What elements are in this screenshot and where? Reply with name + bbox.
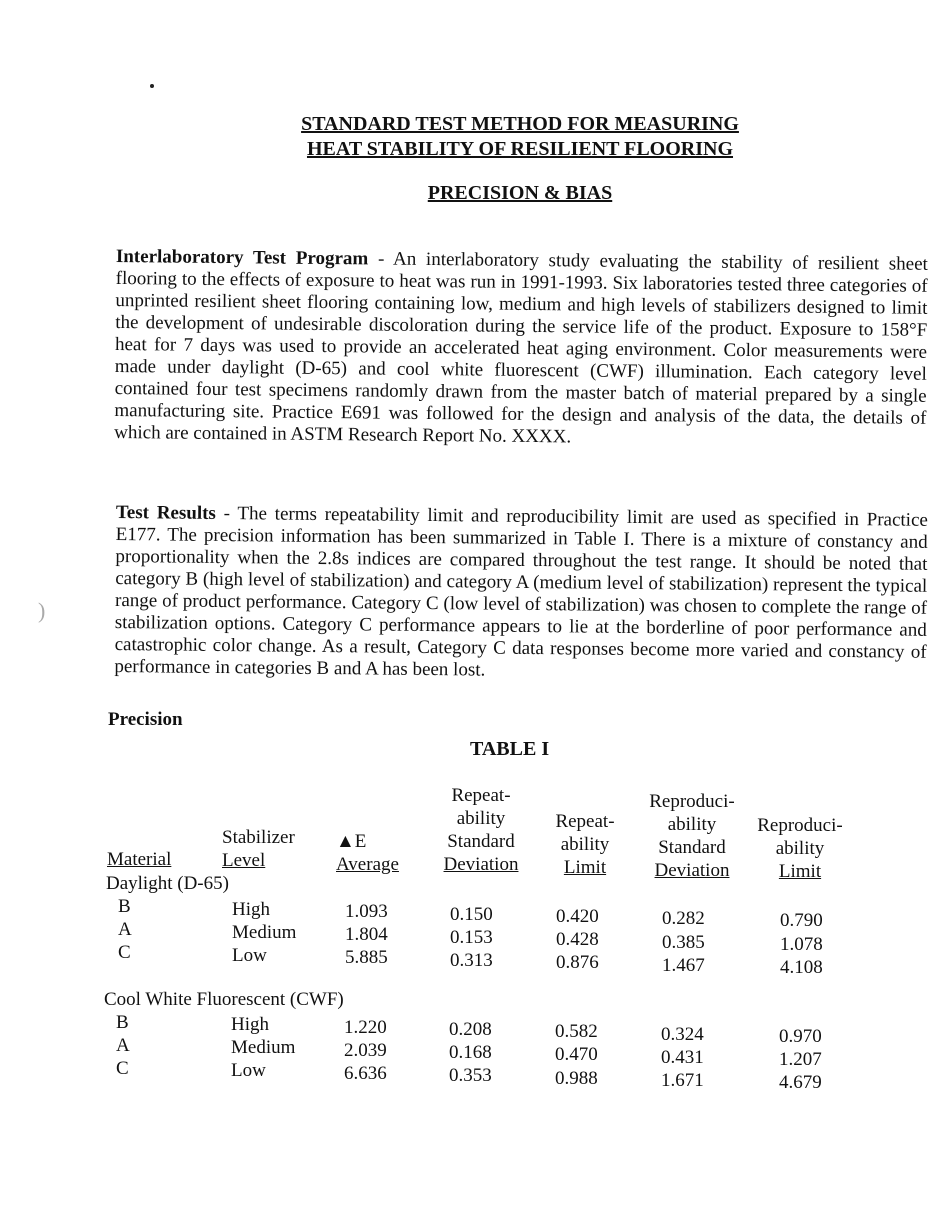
- cell-level: Low: [232, 945, 267, 966]
- cell-repeat-limit: 0.428: [556, 929, 599, 950]
- cell-repeat-limit: 0.582: [555, 1021, 598, 1042]
- scan-edge-mark: ): [38, 598, 46, 623]
- header-repeatability-limit: Repeat- ability Limit: [555, 811, 615, 878]
- header-reproducibility-sd: Reproduci- ability Standard Deviation: [649, 791, 735, 881]
- cell-level: Medium: [232, 922, 297, 943]
- cell-delta-e: 1.804: [345, 924, 388, 945]
- cell-level: Low: [231, 1060, 266, 1081]
- table-title: TABLE I: [470, 738, 550, 760]
- cell-repeat-limit: 0.988: [555, 1068, 598, 1089]
- cell-reprod-limit: 1.078: [780, 934, 823, 955]
- cell-material: C: [118, 942, 131, 963]
- cell-reprod-sd: 0.324: [661, 1024, 704, 1045]
- cell-reprod-sd: 0.431: [661, 1047, 704, 1068]
- cell-material: A: [116, 1035, 130, 1056]
- cell-reprod-limit: 4.108: [780, 957, 823, 978]
- cell-material: A: [118, 919, 132, 940]
- cell-material: C: [116, 1058, 129, 1079]
- title-line-1: STANDARD TEST METHOD FOR MEASURING: [301, 113, 739, 135]
- cell-repeat-sd: 0.208: [449, 1019, 492, 1040]
- header-reproducibility-limit: Reproduci- ability Limit: [757, 815, 843, 882]
- paragraph-interlaboratory: [114, 246, 928, 452]
- paragraph-heading: Interlaboratory Test Program: [115, 246, 369, 270]
- title-line-2: HEAT STABILITY OF RESILIENT FLOORING: [306, 138, 734, 160]
- cell-repeat-sd: 0.168: [449, 1042, 492, 1063]
- cell-repeat-sd: 0.353: [449, 1065, 492, 1086]
- document-title: [280, 112, 760, 162]
- cell-level: High: [232, 899, 270, 920]
- cell-delta-e: 5.885: [345, 947, 388, 968]
- table-group-label: Cool White Fluorescent (CWF): [104, 989, 344, 1010]
- cell-repeat-sd: 0.153: [450, 927, 493, 948]
- cell-reprod-limit: 1.207: [779, 1049, 822, 1070]
- cell-reprod-limit: 4.679: [779, 1072, 822, 1093]
- cell-level: High: [231, 1014, 269, 1035]
- paragraph-heading: Test Results: [115, 502, 216, 524]
- cell-repeat-sd: 0.313: [450, 950, 493, 971]
- cell-level: Medium: [231, 1037, 296, 1058]
- cell-repeat-limit: 0.876: [556, 952, 599, 973]
- paragraph-test-results: [114, 502, 928, 686]
- cell-delta-e: 1.093: [345, 901, 388, 922]
- table-group-label: Daylight (D-65): [106, 873, 229, 894]
- cell-material: B: [118, 896, 131, 917]
- document-subtitle: PRECISION & BIAS: [427, 182, 613, 204]
- cell-reprod-limit: 0.970: [779, 1026, 822, 1047]
- cell-reprod-sd: 1.467: [662, 955, 705, 976]
- paragraph-body: - The terms repeatability limit and reproducibility limit are used as specified in Practice E177. The precision information has been summarized in Table I. There is a mixture of constancy and proportionality when the 2.8s indices are compared throughout the test range. It should be noted that category B (high level of stabilization) and category A (medium level of stabilization) represent the typical range of product performance. Category C (low level of stabilization) was chosen to complete the range of stabilization options. Category C performance appears to lie at the borderline of poor performance and catastrophic color change. As a result, Category C data responses become more varied and constancy of performance in categories B and A has been lost.: [114, 502, 928, 681]
- cell-repeat-limit: 0.470: [555, 1044, 598, 1065]
- cell-delta-e: 2.039: [344, 1040, 387, 1061]
- header-delta-e-average: ▲E Average: [336, 831, 399, 875]
- cell-reprod-sd: 0.282: [662, 908, 705, 929]
- paragraph-body: - An interlaboratory study evaluating the stability of resilient sheet flooring to the effects of exposure to heat was run in 1991-1993. Six laboratories tested three categories of unprinted resilient sheet flooring containing low, medium and high levels of stabilizers designed to limit the development of undesirable discoloration during the service life of the product. Exposure to 158°F heat for 7 days was used to provide an accelerated heat aging environment. Color measurements were made under daylight (D-65) and cool white fluorescent (CWF) illumination. Each category level contained four test specimens randomly drawn from the master batch of material prepared by a single manufacturing site. Practice E691 was followed for the design and analysis of the data, the details of which are contained in ASTM Research Report No. XXXX.: [114, 248, 928, 448]
- header-stabilizer-level: Stabilizer Level: [222, 827, 295, 871]
- scan-speck: [150, 84, 154, 88]
- cell-material: B: [116, 1012, 129, 1033]
- header-material: Material: [107, 849, 172, 870]
- cell-reprod-limit: 0.790: [780, 910, 823, 931]
- precision-heading: Precision: [108, 709, 183, 730]
- header-repeatability-sd: Repeat- ability Standard Deviation: [443, 785, 519, 875]
- cell-delta-e: 1.220: [344, 1017, 387, 1038]
- cell-reprod-sd: 0.385: [662, 932, 705, 953]
- cell-reprod-sd: 1.671: [661, 1070, 704, 1091]
- cell-repeat-sd: 0.150: [450, 904, 493, 925]
- cell-delta-e: 6.636: [344, 1063, 387, 1084]
- cell-repeat-limit: 0.420: [556, 906, 599, 927]
